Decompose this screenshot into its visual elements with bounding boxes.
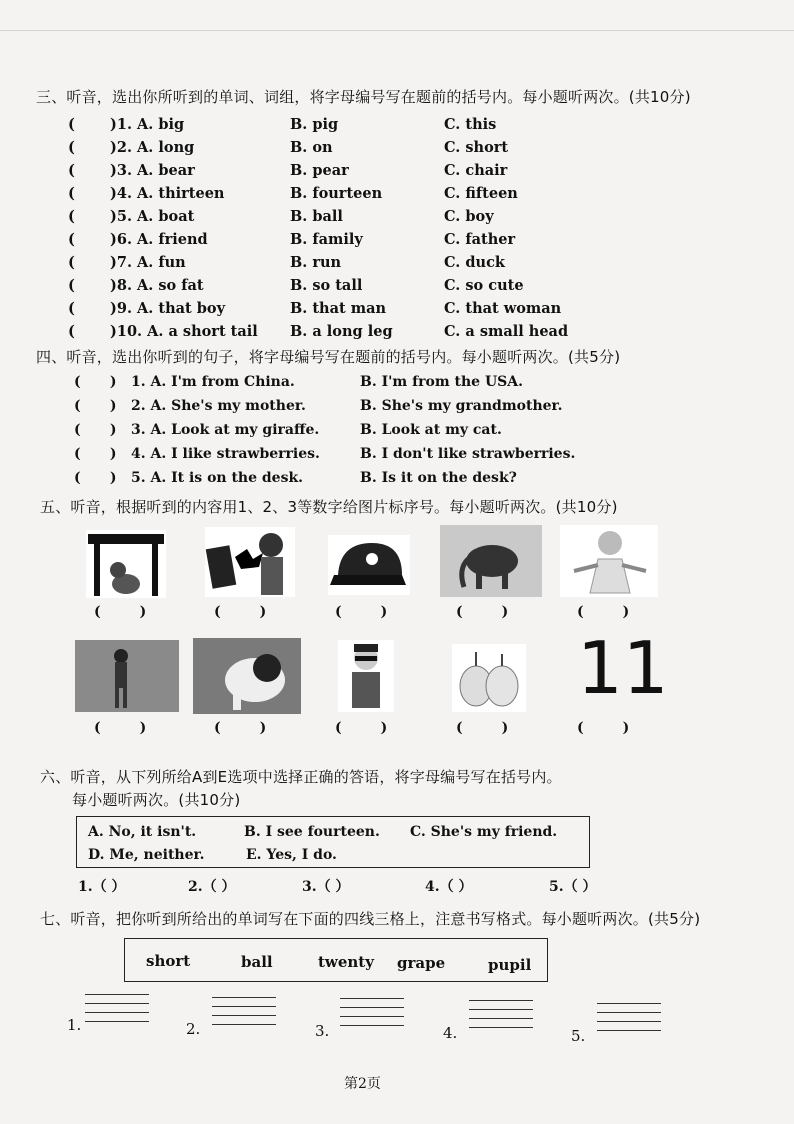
s3-item-5-a: )5. A. boat (110, 208, 195, 225)
s4-item-5-a: 5. A. It is on the desk. (131, 470, 304, 486)
boy-with-sunglasses-picture (338, 640, 394, 712)
picture-7-bracket: ( ) (214, 720, 267, 736)
picture-2-bracket: ( ) (214, 604, 267, 620)
s3-open-paren-7: ( (68, 254, 75, 271)
s4-item-3-a: 3. A. Look at my giraffe. (131, 422, 320, 438)
answer-blank-2[interactable]: 2.（ ） (188, 879, 236, 895)
four-line-grid-4[interactable] (469, 1000, 533, 1028)
four-line-grid-3[interactable] (340, 998, 404, 1026)
s3-open-paren-3: ( (68, 162, 75, 179)
word-5: pupil (488, 956, 532, 974)
word-2: ball (241, 953, 273, 971)
s4-answer-bracket-5[interactable]: ( ) (74, 470, 117, 486)
s4-answer-bracket-2[interactable]: ( ) (74, 398, 117, 414)
woman-shrugging-picture (560, 525, 658, 597)
picture-4-bracket: ( ) (456, 604, 509, 620)
number-eleven-picture: 11 (577, 626, 669, 710)
picture-8-bracket: ( ) (335, 720, 388, 736)
answer-blank-5[interactable]: 5.（ ） (549, 879, 597, 895)
s3-open-paren-1: ( (68, 116, 75, 133)
answer-blank-1[interactable]: 1.（ ） (78, 879, 126, 895)
section-3-title: 三、听音，选出你所听到的单词、词组，将字母编号写在题前的括号内。每小题听两次。(共10分) (36, 88, 691, 106)
section-4-title: 四、听音，选出你听到的句子，将字母编号写在题前的括号内。每小题听两次。(共5分) (36, 348, 621, 366)
s3-open-paren-9: ( (68, 300, 75, 317)
s3-item-10-c: C. a small head (444, 323, 569, 340)
s3-open-paren-2: ( (68, 139, 75, 156)
section-6-title-line1: 六、听音，从下列所给A到E选项中选择正确的答语，将字母编号写在括号内。 (40, 768, 562, 786)
s3-item-2-a: )2. A. long (110, 139, 195, 156)
s3-item-10-b: B. a long leg (290, 323, 393, 340)
s4-answer-bracket-1[interactable]: ( ) (74, 374, 117, 390)
picture-3-bracket: ( ) (335, 604, 388, 620)
writing-number-5: 5. (571, 1027, 586, 1045)
s3-item-1-b: B. pig (290, 116, 339, 133)
s3-item-6-c: C. father (444, 231, 516, 248)
s3-item-2-c: C. short (444, 139, 509, 156)
picture-6-bracket: ( ) (94, 720, 147, 736)
s3-item-1-c: C. this (444, 116, 497, 133)
s4-answer-bracket-3[interactable]: ( ) (74, 422, 117, 438)
cap-picture (328, 535, 410, 595)
s3-item-3-a: )3. A. bear (110, 162, 195, 179)
s3-open-paren-10: ( (68, 323, 75, 340)
word-1: short (146, 952, 191, 970)
option-d: D. Me, neither. (88, 847, 205, 863)
section-5-title: 五、听音，根据听到的内容用1、2、3等数字给图片标序号。每小题听两次。(共10分) (40, 498, 618, 516)
s3-item-4-b: B. fourteen (290, 185, 383, 202)
s3-item-8-a: )8. A. so fat (110, 277, 204, 294)
picture-5-bracket: ( ) (577, 604, 630, 620)
s3-item-5-b: B. ball (290, 208, 343, 225)
girl-with-leaf-picture (205, 527, 295, 597)
s4-item-5-b: B. Is it on the desk? (360, 470, 517, 486)
s3-item-1-a: )1. A. big (110, 116, 185, 133)
four-line-grid-2[interactable] (212, 997, 276, 1025)
s3-item-9-a: )9. A. that boy (110, 300, 226, 317)
s3-item-4-a: )4. A. thirteen (110, 185, 225, 202)
option-b: B. I see fourteen. (244, 824, 380, 840)
four-line-grid-5[interactable] (597, 1003, 661, 1031)
four-line-grid-1[interactable] (85, 994, 149, 1022)
s3-item-8-b: B. so tall (290, 277, 363, 294)
answer-blank-4[interactable]: 4.（ ） (425, 879, 473, 895)
s3-item-6-b: B. family (290, 231, 363, 248)
cat-under-table-picture (86, 530, 166, 598)
s3-item-3-c: C. chair (444, 162, 508, 179)
s3-item-10-a: )10. A. a short tail (110, 323, 258, 340)
s4-answer-bracket-4[interactable]: ( ) (74, 446, 117, 462)
s3-open-paren-8: ( (68, 277, 75, 294)
s3-item-9-b: B. that man (290, 300, 387, 317)
s3-item-8-c: C. so cute (444, 277, 524, 294)
s3-open-paren-4: ( (68, 185, 75, 202)
option-c: C. She's my friend. (410, 824, 558, 840)
s3-item-7-c: C. duck (444, 254, 505, 271)
s3-item-5-c: C. boy (444, 208, 494, 225)
s3-item-7-a: )7. A. fun (110, 254, 186, 271)
picture-1-bracket: ( ) (94, 604, 147, 620)
picture-9-bracket: ( ) (456, 720, 509, 736)
section-6-title-line2: 每小题听两次。(共10分) (72, 791, 241, 809)
s4-item-1-a: 1. A. I'm from China. (131, 374, 295, 390)
s4-item-2-b: B. She's my grandmother. (360, 398, 563, 414)
s4-item-4-a: 4. A. I like strawberries. (131, 446, 320, 462)
writing-number-2: 2. (186, 1020, 201, 1038)
s3-item-3-b: B. pear (290, 162, 349, 179)
elephant-picture (440, 525, 542, 597)
writing-number-4: 4. (443, 1024, 458, 1042)
s3-item-4-c: C. fifteen (444, 185, 518, 202)
s4-item-3-b: B. Look at my cat. (360, 422, 502, 438)
dog-picture (193, 638, 301, 714)
page-number: 第2页 (344, 1076, 381, 1092)
pears-picture (452, 644, 526, 712)
child-walking-picture (75, 640, 179, 712)
s3-open-paren-5: ( (68, 208, 75, 225)
option-a: A. No, it isn't. (88, 824, 197, 840)
s3-item-6-a: )6. A. friend (110, 231, 208, 248)
s4-item-4-b: B. I don't like strawberries. (360, 446, 576, 462)
s4-item-1-b: B. I'm from the USA. (360, 374, 524, 390)
s3-item-7-b: B. run (290, 254, 342, 271)
answer-blank-3[interactable]: 3.（ ） (302, 879, 350, 895)
option-e: E. Yes, I do. (246, 847, 337, 863)
section-7-title: 七、听音，把你听到所给出的单词写在下面的四线三格上，注意书写格式。每小题听两次。(共5分) (40, 910, 701, 928)
writing-number-1: 1. (67, 1016, 82, 1034)
s3-open-paren-6: ( (68, 231, 75, 248)
s3-item-9-c: C. that woman (444, 300, 562, 317)
word-4: grape (397, 954, 446, 972)
s3-item-2-b: B. on (290, 139, 333, 156)
s4-item-2-a: 2. A. She's my mother. (131, 398, 306, 414)
word-3: twenty (318, 953, 374, 971)
writing-number-3: 3. (315, 1022, 330, 1040)
top-rule (0, 30, 794, 31)
picture-10-bracket: ( ) (577, 720, 630, 736)
